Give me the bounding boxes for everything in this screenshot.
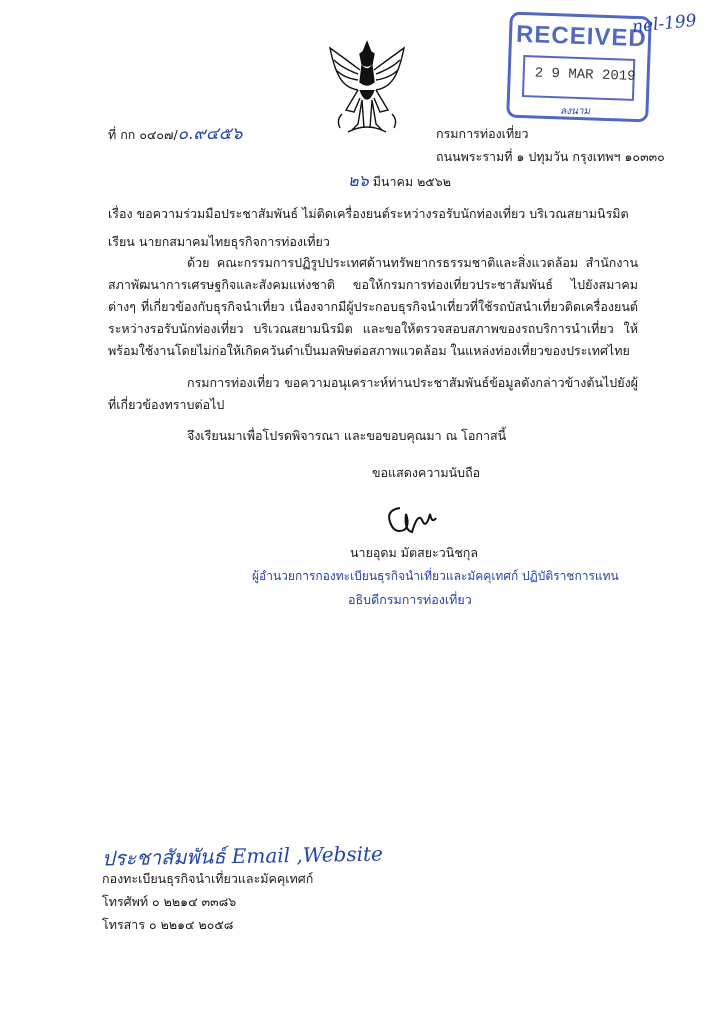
letter-recipient: เรียน นายกสมาคมไทยธุรกิจการท่องเที่ยว — [108, 234, 330, 249]
letter-subject: เรื่อง ขอความร่วมมือประชาสัมพันธ์ ไม่ติดเครื่องยนต์ระหว่างรอรับนักท่องเที่ยว บริเวณสยามนิรมิต — [108, 206, 629, 221]
reference-number — [108, 120, 242, 147]
footer-fax: โทรสาร ๐ ๒๒๑๔ ๒๐๕๘ — [102, 917, 234, 932]
body-paragraph-1: ด้วย คณะกรรมการปฏิรูปประเทศด้านทรัพยากรธรรมชาติและสิ่งแวดล้อม สำนักงานสภาพัฒนาการเศรษฐกิจและสังคมแห่งชาติ ขอให้กรมการท่องเที่ยวประชาสัมพันธ์ ไปยังสมาคมต่างๆ ที่เกี่ยวข้องกับธุรกิจนำเที่ยว เนื่องจากมีผู้ประกอบธุรกิจนำเที่ยวที่ใช้รถบัสนำเที่ยวติดเครื่องยนต์ระหว่างรอรับนักท่องเที่ยว บริเวณสยามนิรมิต และขอให้ตรวจสอบสภาพของรถบริการนำเที่ยว ให้พร้อมใช้งานโดยไม่ก่อให้เกิดควันดำเป็นมลพิษต่อสภาพแวดล้อม ในแหล่งท่องเที่ยวของประเทศไทย — [108, 255, 638, 358]
footer-division: กองทะเบียนธุรกิจนำเที่ยวและมัคคุเทศก์ — [102, 871, 314, 886]
date-month-year: มีนาคม ๒๕๖๒ — [372, 174, 451, 189]
garuda-emblem-icon — [322, 38, 412, 136]
received-stamp-label: RECEIVED — [515, 20, 648, 53]
footer-phone: โทรศัพท์ ๐ ๒๒๑๔ ๓๓๘๖ — [102, 894, 237, 909]
signer-title-line-1: ผู้อำนวยการกองทะเบียนธุรกิจนำเที่ยวและมัคคุเทศก์ ปฏิบัติราชการแทน — [252, 569, 619, 583]
reference-prefix: ที่ กก ๐๔๐๗/ — [108, 127, 178, 142]
salutation: ขอแสดงความนับถือ — [372, 465, 481, 480]
handwritten-stamp-number: nel-199 — [631, 10, 698, 38]
agency-name: กรมการท่องเที่ยว — [436, 126, 529, 141]
received-stamp-date: 2 9 MAR 2019 — [534, 65, 636, 85]
agency-address: ถนนพระรามที่ ๑ ปทุมวัน กรุงเทพฯ ๑๐๓๓๐ — [436, 149, 665, 164]
reference-handwritten: ๐.๙๔๕๖ — [177, 124, 243, 144]
signer-name: นายอุดม มัตสยะวนิชกุล — [350, 545, 479, 560]
handwritten-stamp-initial: ลงนาม — [560, 106, 591, 117]
signer-title-line-2: อธิบดีกรมการท่องเที่ยว — [348, 592, 472, 607]
signature-mark-icon — [382, 500, 442, 540]
closing-request: จึงเรียนมาเพื่อโปรดพิจารณา และขอขอบคุณมา ณ โอกาสนี้ — [187, 428, 507, 443]
body-paragraph-2: กรมการท่องเที่ยว ขอความอนุเคราะห์ท่านประชาสัมพันธ์ข้อมูลดังกล่าวข้างต้นไปยังผู้ที่เกี่ยวข้องทราบต่อไป — [108, 375, 638, 412]
date-day-handwritten: ๒๖ — [348, 171, 369, 190]
handwritten-footer-note: ประชาสัมพันธ์ Email ,Website — [101, 841, 384, 871]
letter-date — [348, 169, 451, 194]
